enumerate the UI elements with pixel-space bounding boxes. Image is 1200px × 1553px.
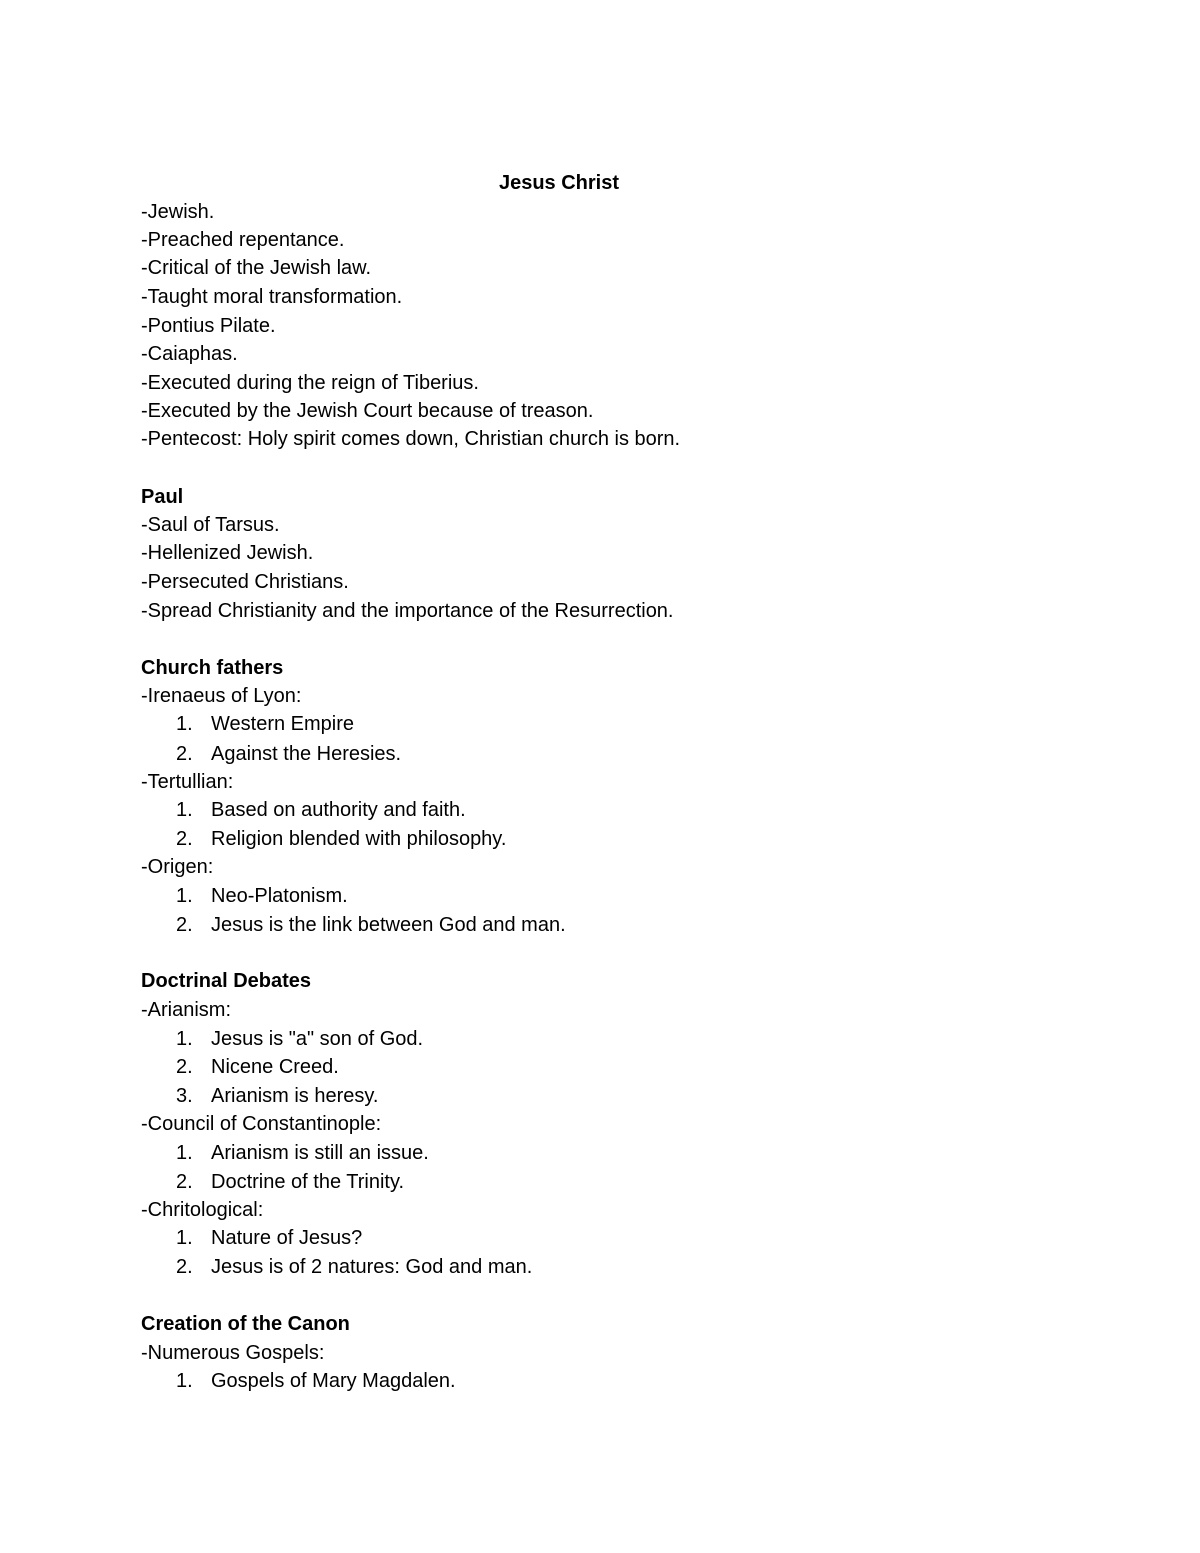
group-label: -Arianism: [141,999,232,1021]
list-item-text: Doctrine of the Trinity. [211,1171,405,1193]
list-item-text: Religion blended with philosophy. [211,828,507,850]
list-item-text: Gospels of Mary Magdalen. [211,1370,456,1392]
note-line: -Critical of the Jewish law. [141,257,372,279]
list-item-text: Nicene Creed. [211,1056,339,1078]
note-line: -Pentecost: Holy spirit comes down, Christian church is born. [141,428,681,450]
note-line: -Persecuted Christians. [141,571,349,593]
list-marker: 1. [176,1370,193,1392]
group-label: -Numerous Gospels: [141,1342,325,1364]
note-line: -Executed by the Jewish Court because of treason. [141,400,594,422]
list-item-text: Neo-Platonism. [211,885,348,907]
list-marker: 1. [176,1028,193,1050]
list-item-text: Arianism is heresy. [211,1085,379,1107]
note-line: -Spread Christianity and the importance of the Resurrection. [141,600,674,622]
list-marker: 1. [176,1227,193,1249]
note-line: -Jewish. [141,201,215,223]
note-line: -Saul of Tarsus. [141,514,280,536]
note-line: -Caiaphas. [141,343,238,365]
group-label: -Irenaeus of Lyon: [141,685,302,707]
list-marker: 1. [176,713,193,735]
list-marker: 2. [176,743,193,765]
note-line: -Executed during the reign of Tiberius. [141,372,479,394]
note-line: -Preached repentance. [141,229,345,251]
page-title: Jesus Christ [498,172,620,194]
group-label: -Chritological: [141,1199,264,1221]
list-marker: 2. [176,1056,193,1078]
list-marker: 2. [176,914,193,936]
group-label: -Council of Constantinople: [141,1113,382,1135]
list-item-text: Western Empire [211,713,355,735]
list-item-text: Nature of Jesus? [211,1227,363,1249]
list-marker: 2. [176,828,193,850]
section-heading: Paul [141,486,184,508]
list-marker: 1. [176,885,193,907]
note-line: -Taught moral transformation. [141,286,403,308]
list-marker: 2. [176,1171,193,1193]
list-item-text: Arianism is still an issue. [211,1142,429,1164]
list-marker: 1. [176,1142,193,1164]
section-heading: Creation of the Canon [141,1313,350,1335]
group-label: -Origen: [141,856,214,878]
section-heading: Doctrinal Debates [141,970,312,992]
list-item-text: Based on authority and faith. [211,799,466,821]
list-item-text: Jesus is of 2 natures: God and man. [211,1256,533,1278]
note-line: -Hellenized Jewish. [141,542,314,564]
group-label: -Tertullian: [141,771,234,793]
list-item-text: Against the Heresies. [211,743,402,765]
list-marker: 2. [176,1256,193,1278]
list-item-text: Jesus is "a" son of God. [211,1028,424,1050]
note-line: -Pontius Pilate. [141,315,276,337]
section-heading: Church fathers [141,657,284,679]
list-marker: 3. [176,1085,193,1107]
list-item-text: Jesus is the link between God and man. [211,914,566,936]
list-marker: 1. [176,799,193,821]
